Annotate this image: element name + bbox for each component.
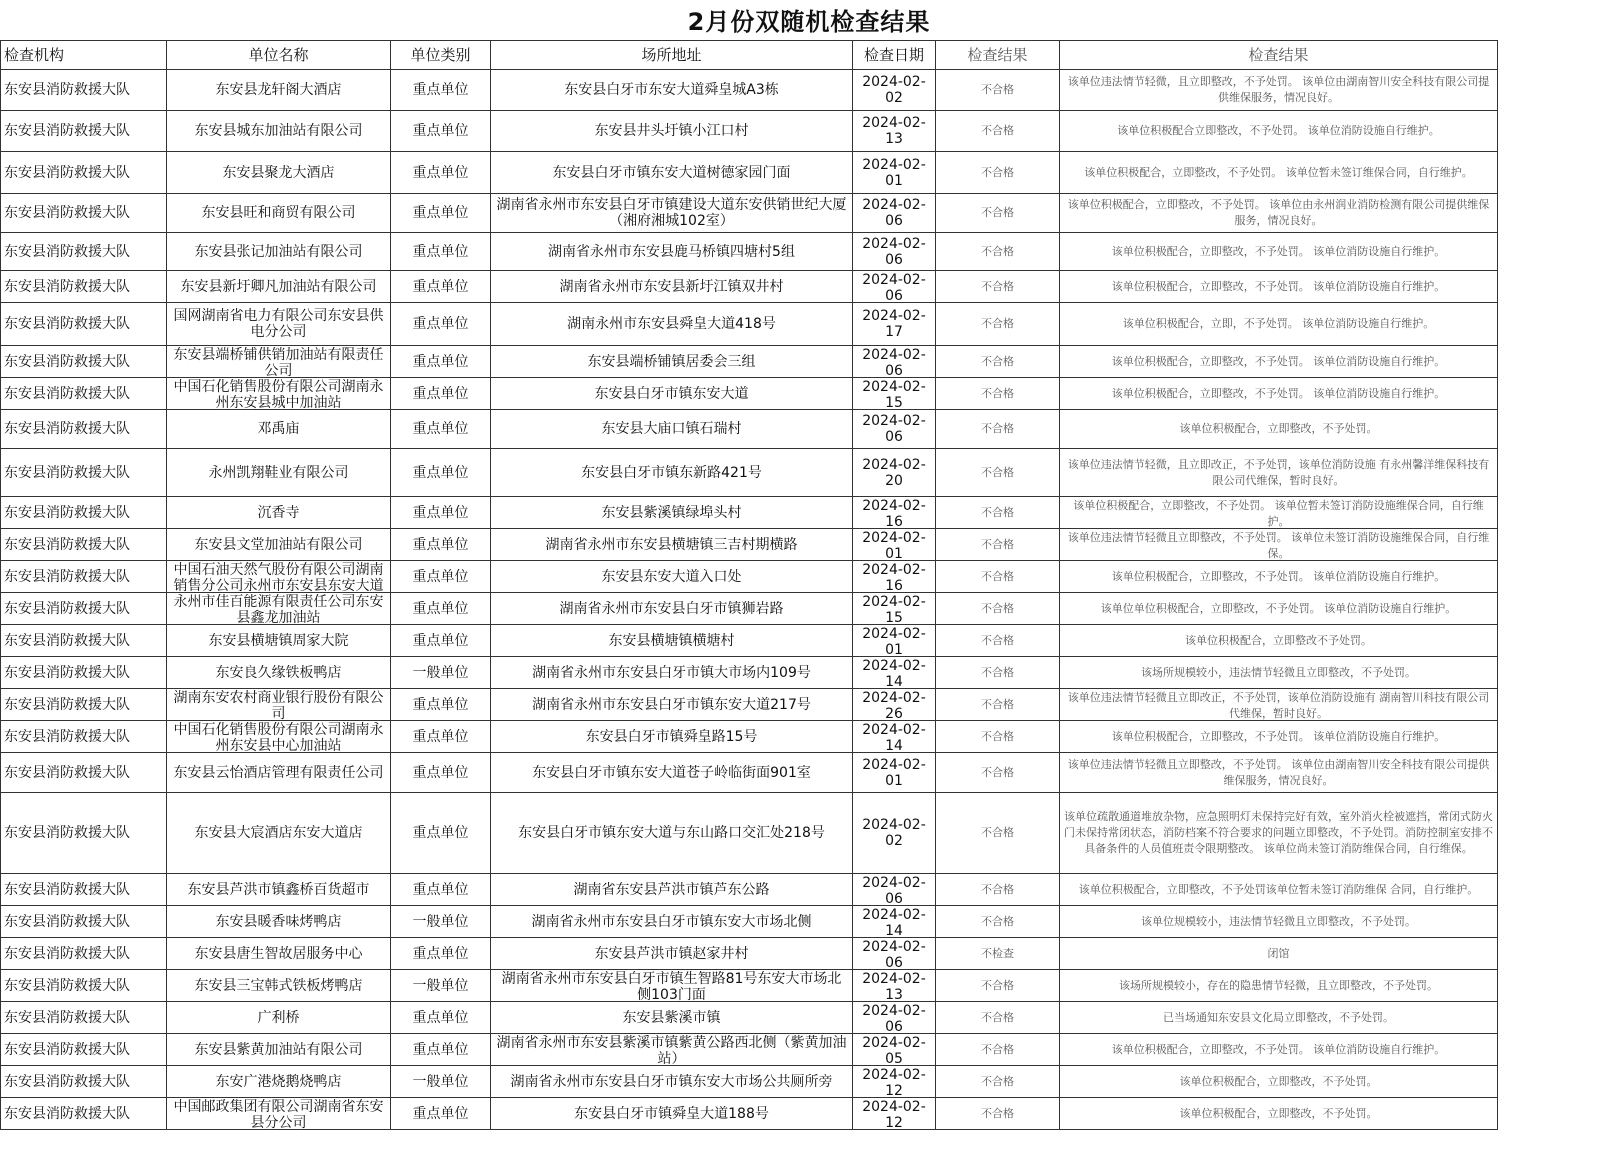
cell-inspection-result: 不合格 bbox=[936, 194, 1060, 233]
cell-unit-name: 东安县横塘镇周家大院 bbox=[167, 625, 391, 657]
table-row bbox=[1, 721, 1498, 753]
cell-site-address: 东安县白牙市镇舜皇路15号 bbox=[491, 721, 853, 753]
cell-result-details: 该单位积极配合，立即整改，不予处罚。 bbox=[1060, 1098, 1498, 1130]
table-row bbox=[1, 1034, 1498, 1066]
cell-site-address: 湖南省永州市东安县白牙市镇东安大市场北侧 bbox=[491, 906, 853, 938]
cell-result-details: 该单位积极配合，立即整改，不予处罚。 该单位消防设施自行维护。 bbox=[1060, 378, 1498, 410]
cell-inspection-result: 不合格 bbox=[936, 561, 1060, 593]
cell-site-address: 湖南省永州市东安县白牙市镇东安大道217号 bbox=[491, 689, 853, 721]
cell-unit-name: 东安县城东加油站有限公司 bbox=[167, 111, 391, 152]
cell-inspection-date: 2024-02-06 bbox=[853, 1002, 936, 1034]
cell-result-details: 该场所规模较小，存在的隐患情节轻微，且立即整改，不予处罚。 bbox=[1060, 970, 1498, 1002]
cell-unit-category: 重点单位 bbox=[391, 111, 491, 152]
table-row bbox=[1, 449, 1498, 497]
cell-inspection-date: 2024-02-12 bbox=[853, 1098, 936, 1130]
cell-result-details: 该单位积极配合，立即整改，不予处罚。 该单位消防设施自行维护。 bbox=[1060, 233, 1498, 271]
cell-inspection-date: 2024-02-06 bbox=[853, 938, 936, 970]
cell-inspection-result: 不合格 bbox=[936, 793, 1060, 874]
cell-inspection-date: 2024-02-06 bbox=[853, 271, 936, 303]
cell-inspecting-agency: 东安县消防救援大队 bbox=[1, 346, 167, 378]
cell-inspection-date: 2024-02-20 bbox=[853, 449, 936, 497]
cell-unit-name: 永州凯翔鞋业有限公司 bbox=[167, 449, 391, 497]
cell-unit-name: 东安良久缘铁板鸭店 bbox=[167, 657, 391, 689]
cell-inspection-result: 不合格 bbox=[936, 111, 1060, 152]
cell-inspecting-agency: 东安县消防救援大队 bbox=[1, 874, 167, 906]
cell-site-address: 湖南省永州市东安县白牙市镇狮岩路 bbox=[491, 593, 853, 625]
cell-inspecting-agency: 东安县消防救援大队 bbox=[1, 938, 167, 970]
cell-inspecting-agency: 东安县消防救援大队 bbox=[1, 906, 167, 938]
cell-inspection-result: 不合格 bbox=[936, 906, 1060, 938]
cell-result-details: 闭馆 bbox=[1060, 938, 1498, 970]
cell-site-address: 东安县横塘镇横塘村 bbox=[491, 625, 853, 657]
cell-inspecting-agency: 东安县消防救援大队 bbox=[1, 1098, 167, 1130]
table-row bbox=[1, 233, 1498, 271]
cell-result-details: 该单位积极配合，立即整改，不予处罚。 该单位暂未签订维保合同，自行维护。 bbox=[1060, 152, 1498, 194]
cell-unit-category: 重点单位 bbox=[391, 721, 491, 753]
cell-inspection-date: 2024-02-05 bbox=[853, 1034, 936, 1066]
cell-unit-name: 东安县文堂加油站有限公司 bbox=[167, 529, 391, 561]
cell-inspection-result: 不合格 bbox=[936, 497, 1060, 529]
cell-inspection-result: 不合格 bbox=[936, 1098, 1060, 1130]
cell-inspecting-agency: 东安县消防救援大队 bbox=[1, 721, 167, 753]
cell-result-details: 该单位积极配合，立即整改，不予处罚。 bbox=[1060, 410, 1498, 449]
cell-unit-name: 东安县龙轩阁大酒店 bbox=[167, 70, 391, 111]
cell-site-address: 东安县紫溪市镇 bbox=[491, 1002, 853, 1034]
cell-inspection-result: 不合格 bbox=[936, 689, 1060, 721]
cell-inspection-result: 不合格 bbox=[936, 378, 1060, 410]
header-row bbox=[1, 41, 1498, 70]
cell-inspection-date: 2024-02-26 bbox=[853, 689, 936, 721]
cell-unit-category: 重点单位 bbox=[391, 378, 491, 410]
cell-unit-name: 东安县紫黄加油站有限公司 bbox=[167, 1034, 391, 1066]
table-row bbox=[1, 625, 1498, 657]
table-row bbox=[1, 271, 1498, 303]
table-row bbox=[1, 111, 1498, 152]
cell-inspection-date: 2024-02-14 bbox=[853, 657, 936, 689]
cell-result-details: 该单位积极配合，立即整改，不予处罚。 该单位由永州润业消防检测有限公司提供维保服务，情况良好。 bbox=[1060, 194, 1498, 233]
cell-result-details: 该单位违法情节轻微，且立即整改，不予处罚。 该单位由湖南智川安全科技有限公司提供维保服务，情况良好。 bbox=[1060, 70, 1498, 111]
cell-inspection-date: 2024-02-06 bbox=[853, 346, 936, 378]
cell-inspection-date: 2024-02-06 bbox=[853, 410, 936, 449]
cell-unit-category: 重点单位 bbox=[391, 593, 491, 625]
cell-site-address: 东安县白牙市镇东安大道树德家园门面 bbox=[491, 152, 853, 194]
cell-site-address: 湖南省永州市东安县紫溪市镇紫黄公路西北侧（紫黄加油站） bbox=[491, 1034, 853, 1066]
table-row bbox=[1, 303, 1498, 346]
table-row bbox=[1, 938, 1498, 970]
cell-result-details: 该单位积极配合立即整改，不予处罚。 该单位消防设施自行维护。 bbox=[1060, 111, 1498, 152]
cell-inspecting-agency: 东安县消防救援大队 bbox=[1, 152, 167, 194]
table-row bbox=[1, 1066, 1498, 1098]
cell-inspecting-agency: 东安县消防救援大队 bbox=[1, 689, 167, 721]
cell-inspection-date: 2024-02-02 bbox=[853, 70, 936, 111]
cell-inspecting-agency: 东安县消防救援大队 bbox=[1, 753, 167, 793]
cell-unit-name: 中国石油天然气股份有限公司湖南销售分公司永州市东安县东安大道 bbox=[167, 561, 391, 593]
cell-site-address: 东安县东安大道入口处 bbox=[491, 561, 853, 593]
cell-inspection-date: 2024-02-16 bbox=[853, 561, 936, 593]
cell-unit-name: 东安广港烧鹅烧鸭店 bbox=[167, 1066, 391, 1098]
table-row bbox=[1, 152, 1498, 194]
cell-inspection-date: 2024-02-13 bbox=[853, 970, 936, 1002]
table-row bbox=[1, 793, 1498, 874]
cell-inspecting-agency: 东安县消防救援大队 bbox=[1, 194, 167, 233]
cell-inspection-date: 2024-02-16 bbox=[853, 497, 936, 529]
cell-inspection-result: 不合格 bbox=[936, 271, 1060, 303]
cell-result-details: 该单位积极配合，立即整改，不予处罚。 该单位消防设施自行维护。 bbox=[1060, 561, 1498, 593]
cell-inspection-result: 不检查 bbox=[936, 938, 1060, 970]
cell-inspection-result: 不合格 bbox=[936, 657, 1060, 689]
cell-unit-name: 中国石化销售股份有限公司湖南永州东安县中心加油站 bbox=[167, 721, 391, 753]
cell-result-details: 已当场通知东安县文化局立即整改，不予处罚。 bbox=[1060, 1002, 1498, 1034]
cell-inspection-result: 不合格 bbox=[936, 1034, 1060, 1066]
cell-inspection-result: 不合格 bbox=[936, 625, 1060, 657]
table-row bbox=[1, 906, 1498, 938]
cell-site-address: 东安县紫溪镇绿埠头村 bbox=[491, 497, 853, 529]
cell-site-address: 东安县白牙市镇东安大道苍子岭临街面901室 bbox=[491, 753, 853, 793]
column-header-inspecting-agency: 检查机构 bbox=[1, 41, 167, 70]
cell-result-details: 该单位规模较小，违法情节轻微且立即整改，不予处罚。 bbox=[1060, 906, 1498, 938]
cell-inspection-date: 2024-02-15 bbox=[853, 593, 936, 625]
cell-inspection-date: 2024-02-12 bbox=[853, 1066, 936, 1098]
cell-site-address: 湖南永州市东安县舜皇大道418号 bbox=[491, 303, 853, 346]
cell-inspection-result: 不合格 bbox=[936, 1002, 1060, 1034]
cell-inspection-date: 2024-02-14 bbox=[853, 906, 936, 938]
table-row bbox=[1, 689, 1498, 721]
cell-inspection-result: 不合格 bbox=[936, 593, 1060, 625]
cell-unit-name: 东安县新圩卿凡加油站有限公司 bbox=[167, 271, 391, 303]
cell-site-address: 东安县端桥铺镇居委会三组 bbox=[491, 346, 853, 378]
table-row bbox=[1, 410, 1498, 449]
table-row bbox=[1, 1002, 1498, 1034]
cell-unit-category: 重点单位 bbox=[391, 271, 491, 303]
cell-inspection-result: 不合格 bbox=[936, 449, 1060, 497]
table-row bbox=[1, 753, 1498, 793]
cell-unit-category: 重点单位 bbox=[391, 938, 491, 970]
cell-inspection-result: 不合格 bbox=[936, 70, 1060, 111]
cell-result-details: 该单位单位积极配合，立即整改，不予处罚。 该单位消防设施自行维护。 bbox=[1060, 593, 1498, 625]
cell-unit-category: 一般单位 bbox=[391, 657, 491, 689]
cell-site-address: 湖南省永州市东安县白牙市镇建设大道东安供销世纪大厦（湘府湘城102室） bbox=[491, 194, 853, 233]
cell-result-details: 该单位积极配合，立即整改，不予处罚。 该单位消防设施自行维护。 bbox=[1060, 1034, 1498, 1066]
cell-site-address: 湖南省永州市东安县横塘镇三吉村期横路 bbox=[491, 529, 853, 561]
cell-result-details: 该单位违法情节轻微且立即改正，不予处罚，该单位消防设施有 湖南智川科技有限公司代维保，暂时良好。 bbox=[1060, 689, 1498, 721]
cell-unit-category: 重点单位 bbox=[391, 625, 491, 657]
table-row bbox=[1, 70, 1498, 111]
cell-unit-category: 重点单位 bbox=[391, 410, 491, 449]
cell-inspection-result: 不合格 bbox=[936, 529, 1060, 561]
cell-unit-name: 东安县张记加油站有限公司 bbox=[167, 233, 391, 271]
cell-inspecting-agency: 东安县消防救援大队 bbox=[1, 561, 167, 593]
column-header-inspection-date: 检查日期 bbox=[853, 41, 936, 70]
cell-site-address: 东安县白牙市镇东新路421号 bbox=[491, 449, 853, 497]
cell-inspection-date: 2024-02-01 bbox=[853, 625, 936, 657]
cell-result-details: 该单位积极配合，立即整改不予处罚。 bbox=[1060, 625, 1498, 657]
cell-unit-category: 一般单位 bbox=[391, 906, 491, 938]
cell-inspection-date: 2024-02-01 bbox=[853, 152, 936, 194]
cell-unit-category: 重点单位 bbox=[391, 1034, 491, 1066]
cell-inspecting-agency: 东安县消防救援大队 bbox=[1, 378, 167, 410]
cell-unit-category: 重点单位 bbox=[391, 561, 491, 593]
cell-unit-name: 东安县三宝韩式铁板烤鸭店 bbox=[167, 970, 391, 1002]
cell-unit-name: 东安县聚龙大酒店 bbox=[167, 152, 391, 194]
cell-inspecting-agency: 东安县消防救援大队 bbox=[1, 529, 167, 561]
cell-unit-category: 一般单位 bbox=[391, 970, 491, 1002]
cell-site-address: 湖南省永州市东安县新圩江镇双井村 bbox=[491, 271, 853, 303]
table-row bbox=[1, 194, 1498, 233]
cell-unit-category: 一般单位 bbox=[391, 1066, 491, 1098]
cell-inspection-result: 不合格 bbox=[936, 152, 1060, 194]
cell-unit-name: 国网湖南省电力有限公司东安县供电分公司 bbox=[167, 303, 391, 346]
cell-inspection-date: 2024-02-17 bbox=[853, 303, 936, 346]
cell-inspecting-agency: 东安县消防救援大队 bbox=[1, 233, 167, 271]
cell-site-address: 东安县白牙市镇舜皇大道188号 bbox=[491, 1098, 853, 1130]
cell-inspecting-agency: 东安县消防救援大队 bbox=[1, 793, 167, 874]
cell-inspection-result: 不合格 bbox=[936, 346, 1060, 378]
table-row bbox=[1, 346, 1498, 378]
cell-result-details: 该单位积极配合，立即整改，不予处罚。 该单位消防设施自行维护。 bbox=[1060, 346, 1498, 378]
cell-unit-category: 重点单位 bbox=[391, 70, 491, 111]
results-table bbox=[0, 40, 1498, 1130]
cell-unit-category: 重点单位 bbox=[391, 449, 491, 497]
cell-inspection-result: 不合格 bbox=[936, 303, 1060, 346]
cell-unit-name: 东安县云怡酒店管理有限责任公司 bbox=[167, 753, 391, 793]
cell-site-address: 东安县白牙市镇东安大道 bbox=[491, 378, 853, 410]
cell-inspection-date: 2024-02-06 bbox=[853, 233, 936, 271]
cell-unit-category: 重点单位 bbox=[391, 1098, 491, 1130]
cell-inspecting-agency: 东安县消防救援大队 bbox=[1, 303, 167, 346]
cell-site-address: 湖南省永州市东安县鹿马桥镇四塘村5组 bbox=[491, 233, 853, 271]
cell-site-address: 湖南省永州市东安县白牙市镇生智路81号东安大市场北侧103门面 bbox=[491, 970, 853, 1002]
cell-inspection-result: 不合格 bbox=[936, 721, 1060, 753]
cell-inspection-date: 2024-02-06 bbox=[853, 874, 936, 906]
table-row bbox=[1, 657, 1498, 689]
cell-unit-name: 沉香寺 bbox=[167, 497, 391, 529]
cell-unit-name: 东安县暖香味烤鸭店 bbox=[167, 906, 391, 938]
cell-result-details: 该单位积极配合，立即整改，不予处罚。 该单位暂未签订消防设施维保合同，自行维护。 bbox=[1060, 497, 1498, 529]
cell-result-details: 该场所规模较小，违法情节轻微且立即整改，不予处罚。 bbox=[1060, 657, 1498, 689]
cell-result-details: 该单位违法情节轻微且立即整改，不予处罚。 该单位未签订消防设施维保合同，自行维保。 bbox=[1060, 529, 1498, 561]
sheet-title: 2月份双随机检查结果 bbox=[687, 8, 931, 36]
cell-inspecting-agency: 东安县消防救援大队 bbox=[1, 625, 167, 657]
cell-inspection-date: 2024-02-01 bbox=[853, 753, 936, 793]
cell-inspecting-agency: 东安县消防救援大队 bbox=[1, 1034, 167, 1066]
table-row bbox=[1, 561, 1498, 593]
cell-inspecting-agency: 东安县消防救援大队 bbox=[1, 657, 167, 689]
cell-unit-category: 重点单位 bbox=[391, 346, 491, 378]
table-row bbox=[1, 1098, 1498, 1130]
cell-unit-category: 重点单位 bbox=[391, 233, 491, 271]
cell-unit-category: 重点单位 bbox=[391, 497, 491, 529]
cell-inspecting-agency: 东安县消防救援大队 bbox=[1, 497, 167, 529]
column-header-result-details: 检查结果 bbox=[1060, 41, 1498, 70]
cell-unit-name: 东安县唐生智故居服务中心 bbox=[167, 938, 391, 970]
cell-result-details: 该单位积极配合，立即整改，不予处罚。 bbox=[1060, 1066, 1498, 1098]
cell-unit-name: 邓禹庙 bbox=[167, 410, 391, 449]
column-header-site-address: 场所地址 bbox=[491, 41, 853, 70]
cell-unit-category: 重点单位 bbox=[391, 152, 491, 194]
cell-inspecting-agency: 东安县消防救援大队 bbox=[1, 1002, 167, 1034]
cell-unit-name: 东安县端桥铺供销加油站有限责任公司 bbox=[167, 346, 391, 378]
cell-result-details: 该单位违法情节轻微，且立即改正，不予处罚，该单位消防设施 有永州馨洋维保科技有限公司代维保，暂时良好。 bbox=[1060, 449, 1498, 497]
cell-unit-name: 东安县芦洪市镇鑫桥百货超市 bbox=[167, 874, 391, 906]
table-row bbox=[1, 874, 1498, 906]
cell-inspecting-agency: 东安县消防救援大队 bbox=[1, 410, 167, 449]
table-row bbox=[1, 529, 1498, 561]
cell-result-details: 该单位违法情节轻微且立即整改，不予处罚。 该单位由湖南智川安全科技有限公司提供维保服务，情况良好。 bbox=[1060, 753, 1498, 793]
cell-inspection-date: 2024-02-15 bbox=[853, 378, 936, 410]
cell-unit-category: 重点单位 bbox=[391, 1002, 491, 1034]
cell-unit-name: 湖南东安农村商业银行股份有限公司 bbox=[167, 689, 391, 721]
cell-unit-category: 重点单位 bbox=[391, 303, 491, 346]
cell-site-address: 东安县大庙口镇石瑞村 bbox=[491, 410, 853, 449]
cell-inspection-result: 不合格 bbox=[936, 1066, 1060, 1098]
cell-result-details: 该单位积极配合，立即，不予处罚。 该单位消防设施自行维护。 bbox=[1060, 303, 1498, 346]
column-header-unit-category: 单位类别 bbox=[391, 41, 491, 70]
cell-unit-name: 永州市佳百能源有限责任公司东安县鑫龙加油站 bbox=[167, 593, 391, 625]
cell-result-details: 该单位疏散通道堆放杂物，应急照明灯未保持完好有效，室外消火栓被遮挡，常闭式防火门未保持常闭状态，消防档案不符合要求的问题立即整改，不予处罚。消防控制室安排不具备条件的人员值班责令限期整改。 该单位尚未签订消防维保合同，自行维保。 bbox=[1060, 793, 1498, 874]
cell-inspection-date: 2024-02-02 bbox=[853, 793, 936, 874]
cell-inspecting-agency: 东安县消防救援大队 bbox=[1, 70, 167, 111]
cell-site-address: 湖南省永州市东安县白牙市镇东安大市场公共厕所旁 bbox=[491, 1066, 853, 1098]
cell-unit-name: 东安县大宸酒店东安大道店 bbox=[167, 793, 391, 874]
cell-inspection-result: 不合格 bbox=[936, 874, 1060, 906]
cell-inspection-result: 不合格 bbox=[936, 970, 1060, 1002]
cell-result-details: 该单位积极配合，立即整改，不予处罚该单位暂未签订消防维保 合同，自行维护。 bbox=[1060, 874, 1498, 906]
cell-site-address: 东安县芦洪市镇赵家井村 bbox=[491, 938, 853, 970]
cell-inspection-date: 2024-02-01 bbox=[853, 529, 936, 561]
cell-site-address: 东安县白牙市东安大道舜皇城A3栋 bbox=[491, 70, 853, 111]
column-header-unit-name: 单位名称 bbox=[167, 41, 391, 70]
column-header-inspection-result: 检查结果 bbox=[936, 41, 1060, 70]
cell-inspection-date: 2024-02-06 bbox=[853, 194, 936, 233]
cell-inspecting-agency: 东安县消防救援大队 bbox=[1, 449, 167, 497]
cell-unit-name: 中国石化销售股份有限公司湖南永州东安县城中加油站 bbox=[167, 378, 391, 410]
cell-inspection-result: 不合格 bbox=[936, 410, 1060, 449]
cell-result-details: 该单位积极配合，立即整改，不予处罚。 该单位消防设施自行维护。 bbox=[1060, 271, 1498, 303]
cell-site-address: 湖南省东安县芦洪市镇芦东公路 bbox=[491, 874, 853, 906]
cell-inspecting-agency: 东安县消防救援大队 bbox=[1, 970, 167, 1002]
cell-site-address: 湖南省永州市东安县白牙市镇大市场内109号 bbox=[491, 657, 853, 689]
cell-unit-name: 中国邮政集团有限公司湖南省东安县分公司 bbox=[167, 1098, 391, 1130]
cell-unit-name: 东安县旺和商贸有限公司 bbox=[167, 194, 391, 233]
cell-unit-name: 广利桥 bbox=[167, 1002, 391, 1034]
cell-inspection-result: 不合格 bbox=[936, 233, 1060, 271]
cell-inspection-date: 2024-02-14 bbox=[853, 721, 936, 753]
cell-unit-category: 重点单位 bbox=[391, 753, 491, 793]
cell-unit-category: 重点单位 bbox=[391, 689, 491, 721]
cell-inspection-date: 2024-02-13 bbox=[853, 111, 936, 152]
table-row bbox=[1, 497, 1498, 529]
cell-inspecting-agency: 东安县消防救援大队 bbox=[1, 111, 167, 152]
cell-unit-category: 重点单位 bbox=[391, 793, 491, 874]
table-row bbox=[1, 593, 1498, 625]
cell-inspecting-agency: 东安县消防救援大队 bbox=[1, 271, 167, 303]
cell-inspection-result: 不合格 bbox=[936, 753, 1060, 793]
cell-site-address: 东安县白牙市镇东安大道与东山路口交汇处218号 bbox=[491, 793, 853, 874]
cell-unit-category: 重点单位 bbox=[391, 529, 491, 561]
table-row bbox=[1, 970, 1498, 1002]
cell-unit-category: 重点单位 bbox=[391, 194, 491, 233]
cell-inspecting-agency: 东安县消防救援大队 bbox=[1, 1066, 167, 1098]
cell-unit-category: 重点单位 bbox=[391, 874, 491, 906]
cell-site-address: 东安县井头圩镇小江口村 bbox=[491, 111, 853, 152]
cell-inspecting-agency: 东安县消防救援大队 bbox=[1, 593, 167, 625]
table-row bbox=[1, 378, 1498, 410]
cell-result-details: 该单位积极配合，立即整改，不予处罚。 该单位消防设施自行维护。 bbox=[1060, 721, 1498, 753]
